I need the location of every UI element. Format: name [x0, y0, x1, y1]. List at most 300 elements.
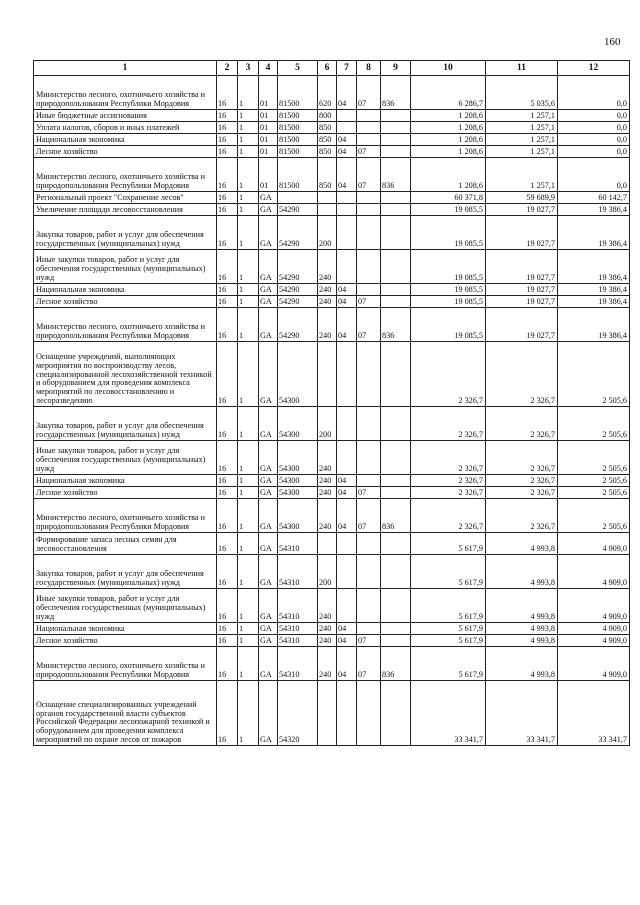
row-name: Иные бюджетные ассигнования — [34, 110, 217, 122]
cell-col-2: 16 — [217, 110, 238, 122]
cell-col-5: 81500 — [278, 158, 318, 192]
cell-col-10: 19 085,5 — [411, 296, 486, 308]
cell-col-3: 1 — [238, 158, 259, 192]
cell-col-12: 19 386,4 — [558, 204, 630, 216]
cell-col-4: GA — [259, 250, 278, 284]
cell-col-12: 4 909,0 — [558, 623, 630, 635]
cell-col-11: 2 326,7 — [486, 407, 558, 441]
cell-col-5: 54310 — [278, 623, 318, 635]
cell-col-11: 19 027,7 — [486, 296, 558, 308]
cell-col-7 — [337, 110, 357, 122]
cell-col-2: 16 — [217, 623, 238, 635]
table-row — [34, 475, 630, 487]
cell-col-3: 1 — [238, 110, 259, 122]
cell-col-9 — [381, 216, 411, 250]
table-row — [34, 192, 630, 204]
table-row — [34, 441, 630, 475]
row-name: Иные закупки товаров, работ и услуг для обеспечения государственных (муниципальных) нужд — [34, 441, 217, 475]
cell-col-2: 16 — [217, 76, 238, 110]
cell-col-2: 16 — [217, 487, 238, 499]
table-row — [34, 284, 630, 296]
table-row — [34, 647, 630, 681]
cell-col-12: 2 505,6 — [558, 475, 630, 487]
cell-col-12: 2 505,6 — [558, 407, 630, 441]
cell-col-9 — [381, 204, 411, 216]
cell-col-4: 01 — [259, 158, 278, 192]
cell-col-10: 19 085,5 — [411, 216, 486, 250]
table-row — [34, 76, 630, 110]
cell-col-5: 54300 — [278, 407, 318, 441]
row-name: Закупка товаров, работ и услуг для обеспечения государственных (муниципальных) нужд — [34, 407, 217, 441]
cell-col-7 — [337, 342, 357, 407]
cell-col-3: 1 — [238, 475, 259, 487]
row-name: Лесное хозяйство — [34, 487, 217, 499]
row-name: Национальная экономика — [34, 284, 217, 296]
cell-col-10: 2 326,7 — [411, 475, 486, 487]
header-col-2: 2 — [217, 61, 238, 76]
cell-col-9 — [381, 623, 411, 635]
row-name: Национальная экономика — [34, 475, 217, 487]
header-col-1: 1 — [34, 61, 217, 76]
cell-col-5: 54320 — [278, 681, 318, 746]
header-col-12: 12 — [558, 61, 630, 76]
cell-col-7 — [337, 441, 357, 475]
cell-col-6: 240 — [318, 296, 337, 308]
cell-col-8: 07 — [357, 499, 381, 533]
cell-col-12: 19 386,4 — [558, 308, 630, 342]
header-col-7: 7 — [337, 61, 357, 76]
row-name: Оснащение учреждений, выполняющих мероприятия по воспроизводству лесов, специализированной лесохозяйственной техникой и оборудованием для проведения комплекса мероприятий по лесовосстановлению и лесоразведению — [34, 342, 217, 407]
cell-col-4: GA — [259, 681, 278, 746]
cell-col-3: 1 — [238, 533, 259, 555]
cell-col-11: 19 027,7 — [486, 204, 558, 216]
cell-col-9 — [381, 122, 411, 134]
table-header-row — [34, 61, 630, 76]
budget-table — [33, 60, 630, 746]
cell-col-11: 1 257,1 — [486, 134, 558, 146]
row-name: Увеличение площади лесовосстановления — [34, 204, 217, 216]
row-name: Закупка товаров, работ и услуг для обеспечения государственных (муниципальных) нужд — [34, 555, 217, 589]
cell-col-3: 1 — [238, 647, 259, 681]
row-name: Лесное хозяйство — [34, 635, 217, 647]
cell-col-6: 200 — [318, 407, 337, 441]
cell-col-5: 54290 — [278, 250, 318, 284]
cell-col-6 — [318, 681, 337, 746]
cell-col-2: 16 — [217, 204, 238, 216]
cell-col-11: 2 326,7 — [486, 441, 558, 475]
cell-col-11: 19 027,7 — [486, 308, 558, 342]
cell-col-10: 19 085,5 — [411, 250, 486, 284]
cell-col-6: 850 — [318, 146, 337, 158]
cell-col-7: 04 — [337, 475, 357, 487]
cell-col-8 — [357, 589, 381, 623]
cell-col-4: GA — [259, 342, 278, 407]
cell-col-5: 54300 — [278, 499, 318, 533]
cell-col-8: 07 — [357, 635, 381, 647]
cell-col-5: 81500 — [278, 110, 318, 122]
cell-col-10: 19 085,5 — [411, 204, 486, 216]
cell-col-2: 16 — [217, 284, 238, 296]
cell-col-12: 0,0 — [558, 110, 630, 122]
table-row — [34, 134, 630, 146]
cell-col-2: 16 — [217, 134, 238, 146]
table-row — [34, 555, 630, 589]
cell-col-8 — [357, 216, 381, 250]
cell-col-2: 16 — [217, 635, 238, 647]
cell-col-8 — [357, 533, 381, 555]
cell-col-6: 800 — [318, 110, 337, 122]
cell-col-10: 5 617,9 — [411, 647, 486, 681]
cell-col-5: 81500 — [278, 134, 318, 146]
cell-col-7: 04 — [337, 647, 357, 681]
cell-col-9 — [381, 441, 411, 475]
cell-col-11: 4 993,8 — [486, 589, 558, 623]
cell-col-10: 5 617,9 — [411, 623, 486, 635]
cell-col-10: 1 208,6 — [411, 134, 486, 146]
cell-col-6: 240 — [318, 647, 337, 681]
header-col-10: 10 — [411, 61, 486, 76]
row-name: Министерство лесного, охотничьего хозяйства и природопользования Республики Мордовия — [34, 308, 217, 342]
row-name: Министерство лесного, охотничьего хозяйства и природопользования Республики Мордовия — [34, 158, 217, 192]
cell-col-12: 0,0 — [558, 158, 630, 192]
cell-col-8: 07 — [357, 76, 381, 110]
cell-col-3: 1 — [238, 250, 259, 284]
cell-col-5: 54290 — [278, 216, 318, 250]
cell-col-5: 81500 — [278, 76, 318, 110]
row-name: Национальная экономика — [34, 134, 217, 146]
cell-col-12: 2 505,6 — [558, 499, 630, 533]
cell-col-9 — [381, 296, 411, 308]
cell-col-7: 04 — [337, 635, 357, 647]
cell-col-6: 240 — [318, 487, 337, 499]
cell-col-7 — [337, 589, 357, 623]
cell-col-3: 1 — [238, 342, 259, 407]
cell-col-8: 07 — [357, 647, 381, 681]
table-body — [34, 76, 630, 746]
cell-col-9 — [381, 250, 411, 284]
cell-col-2: 16 — [217, 499, 238, 533]
cell-col-3: 1 — [238, 76, 259, 110]
cell-col-3: 1 — [238, 146, 259, 158]
cell-col-12: 19 386,4 — [558, 296, 630, 308]
cell-col-7: 04 — [337, 146, 357, 158]
cell-col-8 — [357, 122, 381, 134]
cell-col-2: 16 — [217, 192, 238, 204]
row-name: Национальная экономика — [34, 623, 217, 635]
table-row — [34, 681, 630, 746]
cell-col-7 — [337, 681, 357, 746]
cell-col-5: 54290 — [278, 296, 318, 308]
cell-col-12: 0,0 — [558, 134, 630, 146]
cell-col-8 — [357, 342, 381, 407]
cell-col-7 — [337, 250, 357, 284]
cell-col-8 — [357, 110, 381, 122]
cell-col-2: 16 — [217, 158, 238, 192]
row-name: Министерство лесного, охотничьего хозяйства и природопользования Республики Мордовия — [34, 76, 217, 110]
cell-col-5: 81500 — [278, 146, 318, 158]
cell-col-5: 54290 — [278, 308, 318, 342]
cell-col-9 — [381, 487, 411, 499]
cell-col-12: 2 505,6 — [558, 342, 630, 407]
cell-col-12: 2 505,6 — [558, 487, 630, 499]
cell-col-6 — [318, 533, 337, 555]
table-row — [34, 158, 630, 192]
cell-col-9 — [381, 192, 411, 204]
cell-col-12: 4 909,0 — [558, 555, 630, 589]
cell-col-11: 33 341,7 — [486, 681, 558, 746]
cell-col-10: 33 341,7 — [411, 681, 486, 746]
cell-col-2: 16 — [217, 407, 238, 441]
cell-col-3: 1 — [238, 555, 259, 589]
cell-col-7 — [337, 216, 357, 250]
cell-col-5: 54310 — [278, 533, 318, 555]
cell-col-8: 07 — [357, 146, 381, 158]
cell-col-4: GA — [259, 284, 278, 296]
cell-col-4: GA — [259, 647, 278, 681]
cell-col-9: 836 — [381, 76, 411, 110]
cell-col-8 — [357, 134, 381, 146]
table-row — [34, 623, 630, 635]
header-col-6: 6 — [318, 61, 337, 76]
cell-col-8 — [357, 192, 381, 204]
cell-col-11: 59 689,9 — [486, 192, 558, 204]
cell-col-10: 5 617,9 — [411, 589, 486, 623]
cell-col-10: 5 617,9 — [411, 555, 486, 589]
page-number: 160 — [604, 36, 621, 48]
cell-col-11: 1 257,1 — [486, 146, 558, 158]
cell-col-11: 19 027,7 — [486, 284, 558, 296]
cell-col-3: 1 — [238, 487, 259, 499]
cell-col-7: 04 — [337, 623, 357, 635]
cell-col-2: 16 — [217, 589, 238, 623]
cell-col-6: 850 — [318, 122, 337, 134]
row-name: Формирование запаса лесных семян для лесовосстановления — [34, 533, 217, 555]
cell-col-6 — [318, 204, 337, 216]
table-row — [34, 407, 630, 441]
table-row — [34, 487, 630, 499]
cell-col-6 — [318, 192, 337, 204]
cell-col-5: 54300 — [278, 342, 318, 407]
cell-col-2: 16 — [217, 647, 238, 681]
cell-col-3: 1 — [238, 499, 259, 533]
cell-col-7: 04 — [337, 308, 357, 342]
cell-col-4: GA — [259, 204, 278, 216]
header-col-4: 4 — [259, 61, 278, 76]
cell-col-6: 240 — [318, 475, 337, 487]
cell-col-7: 04 — [337, 296, 357, 308]
cell-col-4: GA — [259, 192, 278, 204]
cell-col-8 — [357, 250, 381, 284]
cell-col-11: 4 993,8 — [486, 555, 558, 589]
cell-col-5: 54290 — [278, 284, 318, 296]
cell-col-9 — [381, 589, 411, 623]
cell-col-7: 04 — [337, 487, 357, 499]
table-row — [34, 250, 630, 284]
cell-col-3: 1 — [238, 635, 259, 647]
cell-col-11: 19 027,7 — [486, 250, 558, 284]
cell-col-6: 240 — [318, 623, 337, 635]
cell-col-9: 836 — [381, 647, 411, 681]
cell-col-11: 2 326,7 — [486, 499, 558, 533]
cell-col-10: 1 208,6 — [411, 146, 486, 158]
cell-col-2: 16 — [217, 146, 238, 158]
cell-col-10: 5 617,9 — [411, 635, 486, 647]
cell-col-5: 54300 — [278, 487, 318, 499]
cell-col-2: 16 — [217, 475, 238, 487]
table-row — [34, 499, 630, 533]
cell-col-3: 1 — [238, 204, 259, 216]
cell-col-10: 6 286,7 — [411, 76, 486, 110]
cell-col-12: 0,0 — [558, 146, 630, 158]
header-col-5: 5 — [278, 61, 318, 76]
cell-col-11: 1 257,1 — [486, 122, 558, 134]
cell-col-5: 81500 — [278, 122, 318, 134]
cell-col-10: 1 208,6 — [411, 122, 486, 134]
cell-col-12: 19 386,4 — [558, 250, 630, 284]
cell-col-2: 16 — [217, 250, 238, 284]
cell-col-7 — [337, 533, 357, 555]
cell-col-4: 01 — [259, 110, 278, 122]
cell-col-3: 1 — [238, 192, 259, 204]
row-name: Региональный проект "Сохранение лесов" — [34, 192, 217, 204]
cell-col-2: 16 — [217, 122, 238, 134]
cell-col-8 — [357, 284, 381, 296]
cell-col-5: 54300 — [278, 441, 318, 475]
cell-col-11: 19 027,7 — [486, 216, 558, 250]
cell-col-11: 4 993,8 — [486, 623, 558, 635]
cell-col-9 — [381, 635, 411, 647]
cell-col-10: 19 085,5 — [411, 308, 486, 342]
cell-col-8 — [357, 441, 381, 475]
row-name: Министерство лесного, охотничьего хозяйства и природопользования Республики Мордовия — [34, 499, 217, 533]
cell-col-11: 2 326,7 — [486, 342, 558, 407]
cell-col-4: GA — [259, 635, 278, 647]
cell-col-11: 4 993,8 — [486, 647, 558, 681]
cell-col-2: 16 — [217, 533, 238, 555]
cell-col-3: 1 — [238, 216, 259, 250]
cell-col-3: 1 — [238, 441, 259, 475]
cell-col-4: GA — [259, 589, 278, 623]
cell-col-4: GA — [259, 441, 278, 475]
cell-col-9 — [381, 681, 411, 746]
cell-col-8: 07 — [357, 487, 381, 499]
table-row — [34, 296, 630, 308]
cell-col-8 — [357, 681, 381, 746]
row-name: Закупка товаров, работ и услуг для обеспечения государственных (муниципальных) нужд — [34, 216, 217, 250]
cell-col-7: 04 — [337, 134, 357, 146]
cell-col-12: 4 909,0 — [558, 647, 630, 681]
cell-col-8 — [357, 204, 381, 216]
header-col-3: 3 — [238, 61, 259, 76]
cell-col-6: 240 — [318, 284, 337, 296]
cell-col-10: 2 326,7 — [411, 407, 486, 441]
cell-col-3: 1 — [238, 407, 259, 441]
cell-col-12: 4 909,0 — [558, 589, 630, 623]
cell-col-9 — [381, 110, 411, 122]
cell-col-7: 04 — [337, 158, 357, 192]
cell-col-5: 54310 — [278, 635, 318, 647]
cell-col-8 — [357, 475, 381, 487]
cell-col-6: 240 — [318, 589, 337, 623]
cell-col-6: 240 — [318, 499, 337, 533]
cell-col-2: 16 — [217, 308, 238, 342]
row-name: Лесное хозяйство — [34, 146, 217, 158]
cell-col-7 — [337, 192, 357, 204]
table-row — [34, 204, 630, 216]
row-name: Министерство лесного, охотничьего хозяйства и природопользования Республики Мордовия — [34, 647, 217, 681]
cell-col-12: 4 909,0 — [558, 533, 630, 555]
table-row — [34, 146, 630, 158]
cell-col-6: 240 — [318, 308, 337, 342]
cell-col-5: 54290 — [278, 204, 318, 216]
cell-col-12: 4 909,0 — [558, 635, 630, 647]
cell-col-12: 19 386,4 — [558, 216, 630, 250]
cell-col-2: 16 — [217, 296, 238, 308]
cell-col-12: 0,0 — [558, 76, 630, 110]
cell-col-10: 19 085,5 — [411, 284, 486, 296]
cell-col-5: 54310 — [278, 589, 318, 623]
cell-col-11: 2 326,7 — [486, 475, 558, 487]
row-name: Уплата налогов, сборов и иных платежей — [34, 122, 217, 134]
cell-col-12: 33 341,7 — [558, 681, 630, 746]
cell-col-4: GA — [259, 216, 278, 250]
cell-col-6: 200 — [318, 555, 337, 589]
cell-col-8: 07 — [357, 308, 381, 342]
header-col-9: 9 — [381, 61, 411, 76]
cell-col-3: 1 — [238, 681, 259, 746]
cell-col-9 — [381, 533, 411, 555]
cell-col-9 — [381, 475, 411, 487]
cell-col-6: 240 — [318, 635, 337, 647]
cell-col-6: 620 — [318, 76, 337, 110]
cell-col-7 — [337, 122, 357, 134]
cell-col-5: 54310 — [278, 555, 318, 589]
cell-col-12: 19 386,4 — [558, 284, 630, 296]
cell-col-6: 200 — [318, 216, 337, 250]
cell-col-3: 1 — [238, 296, 259, 308]
cell-col-4: GA — [259, 487, 278, 499]
cell-col-4: GA — [259, 475, 278, 487]
cell-col-9 — [381, 284, 411, 296]
cell-col-11: 4 993,8 — [486, 635, 558, 647]
cell-col-7 — [337, 407, 357, 441]
header-col-8: 8 — [357, 61, 381, 76]
cell-col-11: 1 257,1 — [486, 158, 558, 192]
cell-col-7 — [337, 204, 357, 216]
cell-col-4: GA — [259, 623, 278, 635]
cell-col-5 — [278, 192, 318, 204]
cell-col-9: 836 — [381, 499, 411, 533]
cell-col-5: 54310 — [278, 647, 318, 681]
cell-col-11: 4 993,8 — [486, 533, 558, 555]
cell-col-11: 2 326,7 — [486, 487, 558, 499]
cell-col-5: 54300 — [278, 475, 318, 487]
row-name: Иные закупки товаров, работ и услуг для обеспечения государственных (муниципальных) нужд — [34, 250, 217, 284]
cell-col-8: 07 — [357, 296, 381, 308]
cell-col-6: 850 — [318, 158, 337, 192]
table-row — [34, 216, 630, 250]
table-row — [34, 533, 630, 555]
cell-col-9 — [381, 407, 411, 441]
cell-col-9: 836 — [381, 158, 411, 192]
cell-col-6: 240 — [318, 250, 337, 284]
cell-col-8 — [357, 407, 381, 441]
table-row — [34, 110, 630, 122]
cell-col-12: 60 142,7 — [558, 192, 630, 204]
cell-col-10: 2 326,7 — [411, 487, 486, 499]
cell-col-11: 5 035,6 — [486, 76, 558, 110]
cell-col-7: 04 — [337, 76, 357, 110]
